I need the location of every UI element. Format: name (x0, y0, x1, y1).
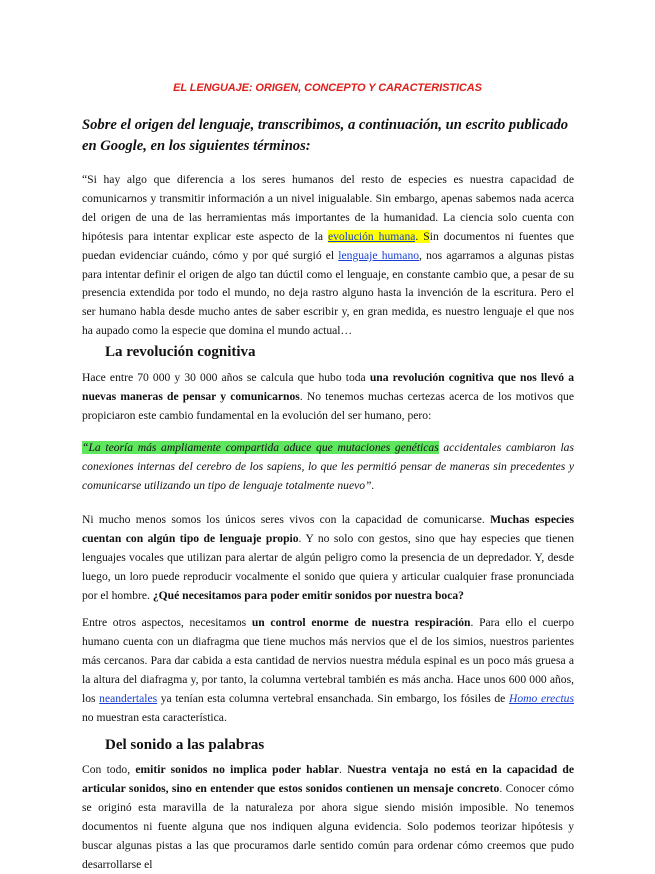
paragraph-sonido (82, 761, 574, 874)
p4-bold: un control enorme de nuestra respiración (251, 616, 471, 629)
p4-text-b: . Para ello el cuerpo humano cuenta con un diafragma que tiene muchos más nervios que el de los simios, nuestros parientes más cercanos. Para dar cabida a esta cantidad de nervios nuestra médula espinal es un poco más gruesa a la altura del diafragma y, por tanto, la columna vertebral también es más ancha. Hace unos 600 000 años, los (82, 616, 575, 705)
p5-text-a: Con todo, (82, 763, 136, 776)
p3-text-b: . Y no solo con gestos, sino que hay especies que tienen lenguajes vocales que utilizan para alertar de algún peligro como la presencia de un depredador. Y, desde luego, un loro puede reproducir vocalmente el sonido que quiera y articular cualquier frase pronunciada por el hombre. (82, 531, 574, 602)
section-heading-revolucion: La revolución cognitiva (105, 344, 256, 360)
section-heading-sonido: Del sonido a las palabras (105, 737, 265, 753)
p3-bold-1: Muchas especies cuentan con algún tipo de lenguaje propio (82, 513, 574, 545)
paragraph-revolucion (82, 369, 574, 426)
p4-text-d: no muestran esta característica. (82, 710, 227, 724)
p1-text-b: . (415, 229, 424, 243)
p2-text-b: . No tenemos muchas certezas acerca de los motivos que propiciaron este cambio fundamental en la evolución del ser humano, pero: (82, 389, 574, 422)
paragraph-origin (82, 171, 574, 341)
p4-text-c: ya tenían esta columna vertebral ensanchada. Sin embargo, los fósiles de (157, 691, 509, 705)
link-evolucion-humana[interactable]: evolución humana (327, 229, 416, 243)
link-neandertales[interactable]: neandertales (99, 691, 158, 705)
link-lenguaje-humano[interactable]: lenguaje humano (338, 248, 420, 262)
p5-text-b: . (339, 763, 348, 776)
p5-text-c: . Conocer cómo se originó esta maravilla de la naturaleza por ahora sigue siendo misión imposible. No tenemos documentos ni fuente alguna que nos indiquen alguna evidencia. Solo podemos teorizar hipótesis y buscar algunas pistas a las que procuramos darle sentido común para ordenar cómo creemos que pudo desarrollarse el (82, 781, 574, 871)
p1-text-a: “Si hay algo que diferencia a los seres humanos del resto de especies es nuestra capacidad de comunicarnos y transmitir información a un nivel inigualable. Sin embargo, apenas sabemos nada acerca del origen de una de las herramientas más importantes de la humanidad. La ciencia solo cuenta con hipótesis para intentar explicar este aspecto de la (82, 173, 574, 243)
intro-heading: Sobre el origen del lenguaje, transcribimos, a continuación, un escrito publicado en Google, en los siguientes términos: (82, 117, 569, 154)
quote-block (82, 439, 574, 496)
link-homo-erectus[interactable]: Homo erectus (508, 691, 574, 705)
p4-text-a: Entre otros aspectos, necesitamos (82, 616, 252, 629)
p5-bold-1: emitir sonidos no implica poder hablar (135, 763, 340, 776)
p3-text-a: Ni mucho menos somos los únicos seres vivos con la capacidad de comunicarse. (82, 513, 491, 526)
quote-text: accidentales cambiaron las conexiones internas del cerebro de los sapiens, lo que les permitió pensar de maneras sin precedentes y comunicarse utilizando un tipo de lenguaje totalmente nuevo”. (82, 441, 574, 492)
p1-highlight: S (423, 229, 430, 243)
paragraph-especies (82, 511, 574, 606)
p2-bold: una revolución cognitiva que nos llevó a nuevas maneras de pensar y comunicarnos (82, 371, 575, 403)
quote-highlight: “La teoría más ampliamente compartida aduce que mutaciones genéticas (82, 441, 439, 454)
p3-bold-2: ¿Qué necesitamos para poder emitir sonidos por nuestra boca? (152, 588, 464, 602)
paragraph-respiracion (82, 614, 574, 727)
document-title: EL LENGUAJE: ORIGEN, CONCEPTO Y CARACTERISTICAS (173, 82, 482, 94)
p2-text-a: Hace entre 70 000 y 30 000 años se calcula que hubo toda (82, 371, 370, 384)
p1-text-c: in documentos ni fuentes que puedan evidenciar cuándo, cómo y por qué surgió el (82, 229, 575, 262)
p1-text-d: , nos agarramos a algunas pistas para intentar definir el origen de algo tan dúctil como el lenguaje, en constante cambio que, a pesar de su presencia extendida por todo el mundo, no deja rastro alguno hasta la invención de la escritura. Pero el ser humano habla desde mucho antes de saber escribir y, en gran medida, es nuestro lenguaje el que nos ha aupado como la especie que domina el mundo actual… (82, 248, 574, 338)
p5-bold-2: Nuestra ventaja no está en la capacidad de articular sonidos, sino en entender que estos sonidos contienen un mensaje concreto (82, 763, 575, 795)
